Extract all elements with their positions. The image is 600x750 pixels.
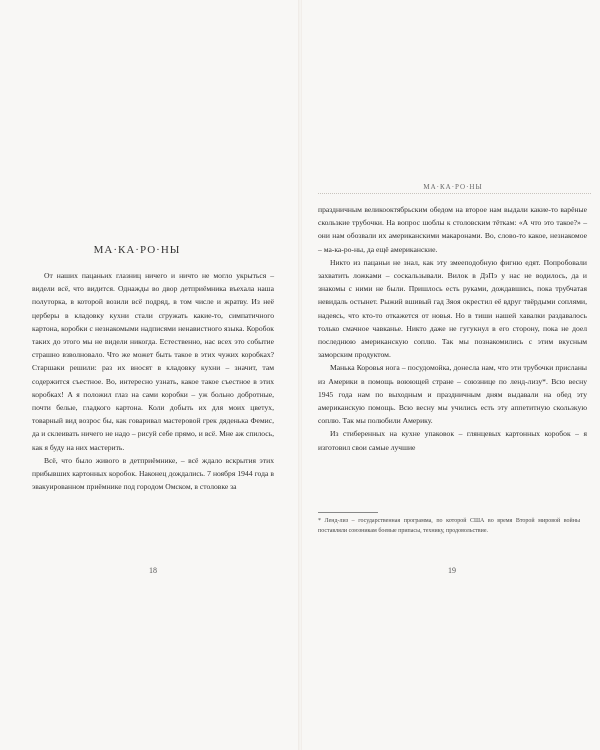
footnote: * Ленд-лиз – государственная программа, по которой США во время Второй мировой войны поставляли союзникам боевые припасы, технику, продовольствие. — [318, 518, 580, 534]
paragraph: Манька Коровья нога – посудомойка, донесла нам, что эти трубочки присланы из Америки в помощь воюющей стране – союзнице по ленд-лизу*. Всю весну 1945 года нам по выходным и праздничным дням выдавали на обед эту американскую помощь. Всю весну мы учились есть эту аппетитную скользкую соплю. Так мы полюбили Америку. — [318, 363, 587, 426]
paragraph: От наших пацаньих глазниц ничего и ничто не могло укрыться – видели всё, что видится. Однажды во двор детприёмника въехала наша полуторка, в которой возили всё подряд, в том числе и жратву. Из неё церберы в кладовку кухни стали сгружать какие-то, симпатичного картона, коробки с незнакомыми надписями ненавистного языка. Коробок таких до этого мы не видели никогда. Естественно, нас всех это событие страшно взволновало. Что же может быть такое в этих чужих коробках? Старшаки решили: раз их вносят в кладовку кухни – значит, там содержится съестное. Во, интересно узнать, какое такое съестное в этих коробках! А я положил глаз на сами коробки – уж больно добротные, почти белые, гладкого картона. Коли добыть их для моих цветух, товарный вид возрос бы, как говаривал мастеровой грек дяденька Фемис, да и склеивать ничего не надо – рисуй себе прямо, и всё. Мне аж спилось, как я буду на них мастерить. — [32, 271, 274, 452]
chapter-title: МА·КА·РО·НЫ — [93, 244, 181, 256]
paragraph: Из стиберенных на кухне упаковок – глянцевых картонных коробок – я изготовил свои самые лучшие — [318, 429, 587, 452]
running-head: МА·КА·РО·НЫ — [423, 183, 483, 191]
header-rule — [318, 193, 591, 195]
page-number: 18 — [149, 566, 157, 575]
paragraph: Никто из пацаньи не знал, как эту змееподобную фигню едят. Попробовали захватить ложками – соскальзывали. Вилок в ДэПэ у нас не водилось, да и знакомы с ними не были. Пришлось есть руками, дождавшись, пока трубчатая невидаль остынет. Рыжий вшивый гад Зяоя окрестил её вдруг твёрдыми соплями, надеясь, что кто-то откажется от новья. Но в тиши нашей хавалки раздавалось только смачное чавканье. Никто даже не гугукнул в его сторону, пока не доел последнюю американскую соплю. Так мы познакомились с этим вкусным заморским продуктом. — [318, 257, 587, 360]
right-page-text — [318, 203, 587, 454]
right-page — [302, 0, 600, 750]
paragraph: праздничным великооктябрьским обедом на второе нам выдали какие-то варёные скользкие трубочки. На вопрос шоблы к столовским тёткам: «А что это такое?» – они нам обозвали их американскими макаронами. Во, слово-то какое, незнакомое – ма-ка-ро-ны, да ещё американские. — [318, 205, 587, 254]
left-page — [0, 0, 298, 750]
footnote-rule — [318, 512, 378, 513]
left-page-text — [32, 269, 274, 493]
paragraph: Всё, что было живого в детприёмнике, – всё ждало вскрытия этих прибывших картонных коробок. Наконец дождались. 7 ноября 1944 года в эвакуированном приёмнике под городом Омском, в столовке за — [32, 455, 274, 492]
page-number: 19 — [448, 566, 456, 575]
